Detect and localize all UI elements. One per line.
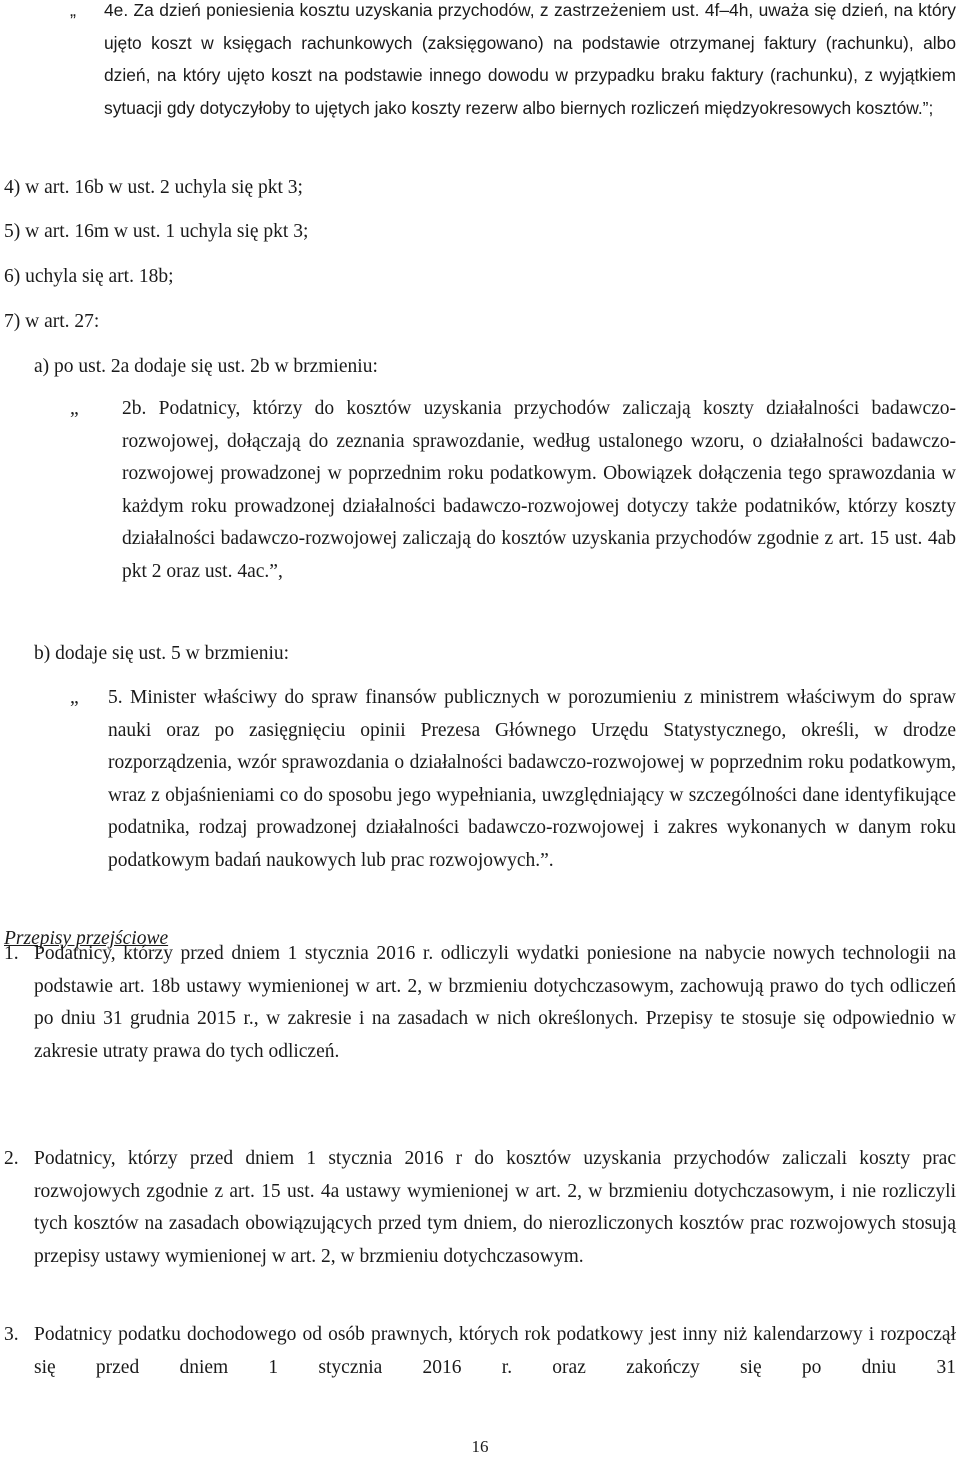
ust-2b-paragraph: 2b. Podatnicy, którzy do kosztów uzyskania przychodów zaliczają koszty działalności badawczo-rozwojowej, dołączają do zeznania sprawozdanie, według ustalonego wzoru, o działalności badawczo-rozwojowej prowadzonej w poprzednim roku podatkowym. Obowiązek dołączenia tego sprawozdania w każdym roku prowadzonej działalności badawczo-rozwojowej dotyczy także podatników, którzy koszty działalności badawczo-rozwojowej zaliczają do kosztów uzyskania przychodów zgodnie z art. 15 ust. 4ab pkt 2 oraz ust. 4ac.”, [122,398,956,582]
provision-3-text: Podatnicy podatku dochodowego od osób prawnych, których rok podatkowy jest inny niż kalendarzowy i rozpoczął się przed dniem 1 stycznia 2016 r. oraz zakończy się po dniu 31 [34,1324,956,1378]
provision-number: 3. [4,1324,19,1345]
item-4: 4) w art. 16b w ust. 2 uchyla się pkt 3; [4,177,303,198]
provision-number: 2. [4,1148,19,1169]
item-7b: b) dodaje się ust. 5 w brzmieniu: [34,643,290,664]
provision-1-text: Podatnicy, którzy przed dniem 1 stycznia 2016 r. odliczyli wydatki poniesione na nabycie nowych technologii na podstawie art. 18b ustawy wymienionej w art. 2, w brzmieniu dotychczasowym, zachowują prawo do tych odliczeń po dniu 31 grudnia 2015 r., w zakresie i na zasadach w nich określonych. Przepisy te stosuje się odpowiednio w zakresie utraty prawa do tych odliczeń. [34,943,956,1062]
opening-quote: „ [70,687,79,708]
intro-paragraph: 4e. Za dzień poniesienia kosztu uzyskania przychodów, z zastrzeżeniem ust. 4f–4h, uważa się dzień, na który ujęto koszt w księgach rachunkowych (zaksięgowano) na podstawie otrzymanej faktury (rachunku), albo dzień, na który ujęto koszt na podstawie innego dowodu w przypadku braku faktury (rachunku), z wyjątkiem sytuacji gdy dotyczyłoby to ujętych jako koszty rezerw albo biernych rozliczeń międzyokresowych kosztów.”; [104,0,956,118]
item-5: 5) w art. 16m w ust. 1 uchyla się pkt 3; [4,221,309,242]
section-heading: Przepisy przejściowe [4,928,169,949]
ust-5-paragraph: 5. Minister właściwy do spraw finansów publicznych w porozumieniu z ministrem właściwym do spraw nauki oraz po zasięgnięciu opinii Prezesa Głównego Urzędu Statystycznego, określi, w drodze rozporządzenia, wzór sprawozdania o działalności badawczo-rozwojowej w poprzednim roku podatkowym, wraz z objaśnieniami co do sposobu jego wypełniania, uwzględniający w szczególności dane identyfikujące podatnika, rodzaj prowadzonej działalności badawczo-rozwojowej i zakres wykonanych w danym roku podatkowym badań naukowych lub prac rozwojowych.”. [108,687,956,871]
item-7: 7) w art. 27: [4,311,100,332]
item-6: 6) uchyla się art. 18b; [4,266,174,287]
item-7a: a) po ust. 2a dodaje się ust. 2b w brzmieniu: [34,356,378,377]
provision-number: 1. [4,943,19,964]
opening-quote: „ [70,398,79,419]
provision-2-text: Podatnicy, którzy przed dniem 1 stycznia 2016 r do kosztów uzyskania przychodów zaliczali koszty prac rozwojowych zgodnie z art. 15 ust. 4a ustawy wymienionej w art. 2, w brzmieniu dotychczasowym, i nie rozliczyli tych kosztów na zasadach obowiązujących przed tym dniem, do nierozliczonych kosztów prac rozwojowych stosują przepisy ustawy wymienionej w art. 2, w brzmieniu dotychczasowym. [34,1148,956,1267]
opening-quote: „ [70,0,76,20]
page-number: 16 [471,1437,489,1456]
